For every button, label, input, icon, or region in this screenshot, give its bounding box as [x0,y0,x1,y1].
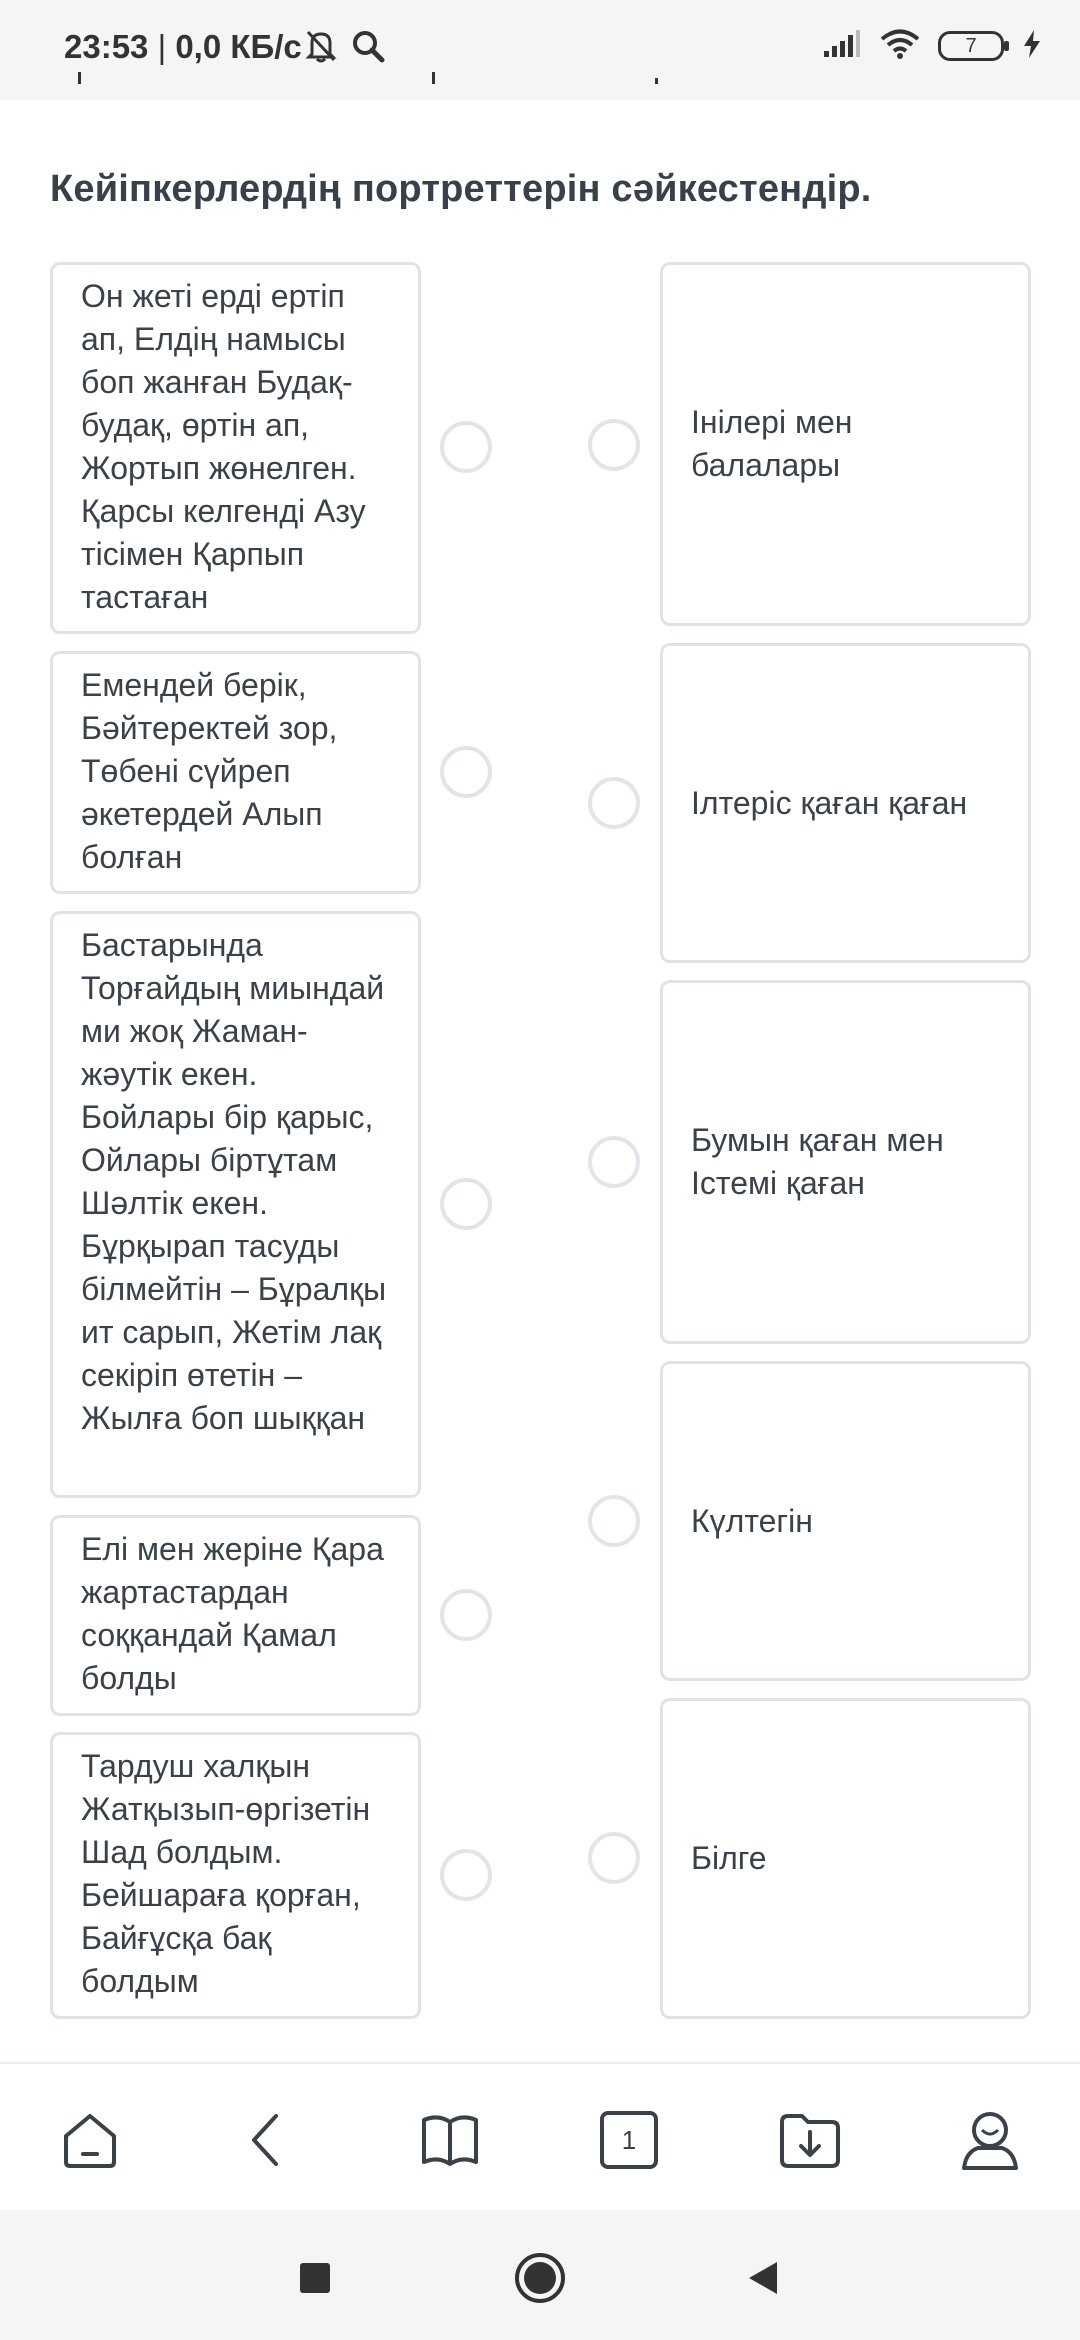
right-radio-5[interactable] [588,1832,640,1884]
status-time-group [64,28,302,66]
right-radio-1[interactable] [588,419,640,471]
downloads-button[interactable] [774,2104,846,2176]
right-radio-4[interactable] [588,1495,640,1547]
right-radio-3[interactable] [588,1136,640,1188]
back-icon [236,2108,300,2172]
search-icon [350,28,386,68]
left-radio-3[interactable] [440,1178,492,1230]
book-icon [418,2108,482,2172]
left-card-text: Елі мен жеріне Қара жартастардан соққандай Қамал болды [81,1531,384,1696]
left-card-text: Бастарында Торғайдың миындай ми жоқ Жаман-жәутік екен. Бойлары бір қарыс, Ойлары біртұтам Шәлтік екен. Бұрқырап тасуды білмейтін – Бұралқы ит сарып, Жетім лақ секіріп өтетін – Жылға боп шыққан [81,927,387,1436]
battery-icon [938,31,1004,61]
right-card-2[interactable] [660,643,1031,963]
charging-icon [1022,29,1042,63]
right-card-text: Інілері мен балалары [691,404,853,483]
recent-apps-icon [298,2261,332,2295]
home-button[interactable] [54,2104,126,2176]
system-back-button[interactable] [733,2248,793,2308]
recent-apps-button[interactable] [285,2248,345,2308]
right-card-4[interactable] [660,1361,1031,1681]
right-card-text: Ілтеріс қаған қаған [691,784,968,821]
profile-button[interactable] [954,2104,1026,2176]
left-radio-5[interactable] [440,1849,492,1901]
right-card-1[interactable] [660,262,1031,626]
download-folder-icon [778,2108,842,2172]
status-left-icons [304,28,386,68]
right-card-3[interactable] [660,980,1031,1344]
left-card-text: Тардуш халқын Жатқызып-өргізетін Шад болдым. Бейшараға қорған, Байғұсқа бақ болдым [81,1748,371,1999]
clipped-text-fragment [432,72,435,84]
system-home-button[interactable] [510,2248,570,2308]
status-time: 23:53 [64,28,149,65]
clipped-text-fragment [655,78,658,84]
bottom-navigation [0,2062,1080,2212]
right-card-text: Бумын қаған мен Істемі қаған [691,1122,944,1201]
bookmarks-button[interactable] [414,2104,486,2176]
mute-bell-icon [304,28,338,68]
left-radio-2[interactable] [440,746,492,798]
home-circle-icon [513,2251,567,2305]
right-card-text: Білге [691,1840,767,1876]
left-card-text: Емендей берік, Бәйтеректей зор, Төбені сүйреп әкетердей Алып болған [81,667,338,875]
left-radio-4[interactable] [440,1589,492,1641]
profile-icon [958,2108,1022,2172]
left-card-5[interactable] [50,1732,421,2019]
left-card-text: Он жеті ерді ертіп ап, Елдің намысы боп жанған Будақ-будақ, өртін ап, Жортып жөнелген. Қарсы келгенді Азу тісімен Қарпып тастаған [81,278,366,615]
right-card-text: Күлтегін [691,1502,813,1539]
status-right-icons [822,28,1042,64]
back-button[interactable] [232,2104,304,2176]
system-navigation [0,2210,1080,2340]
right-card-5[interactable] [660,1698,1031,2019]
status-network-speed: 0,0 КБ/с [175,28,302,65]
tabs-count: 1 [621,2124,637,2155]
back-triangle-icon [743,2258,783,2298]
left-card-4[interactable] [50,1515,421,1716]
home-icon [58,2108,122,2172]
status-separator: | [157,28,167,65]
status-bar [0,0,1080,100]
wifi-icon [880,28,920,64]
question-title: Кейіпкерлердің портреттерін сәйкестендір. [50,168,872,210]
left-card-2[interactable] [50,651,421,894]
tabs-button[interactable] [593,2104,665,2176]
left-card-1[interactable] [50,262,421,634]
left-radio-1[interactable] [440,421,492,473]
battery-level: 7 [965,34,977,57]
signal-icon [822,29,862,63]
right-radio-2[interactable] [588,777,640,829]
left-card-3[interactable] [50,911,421,1498]
clipped-text-fragment [78,72,81,84]
